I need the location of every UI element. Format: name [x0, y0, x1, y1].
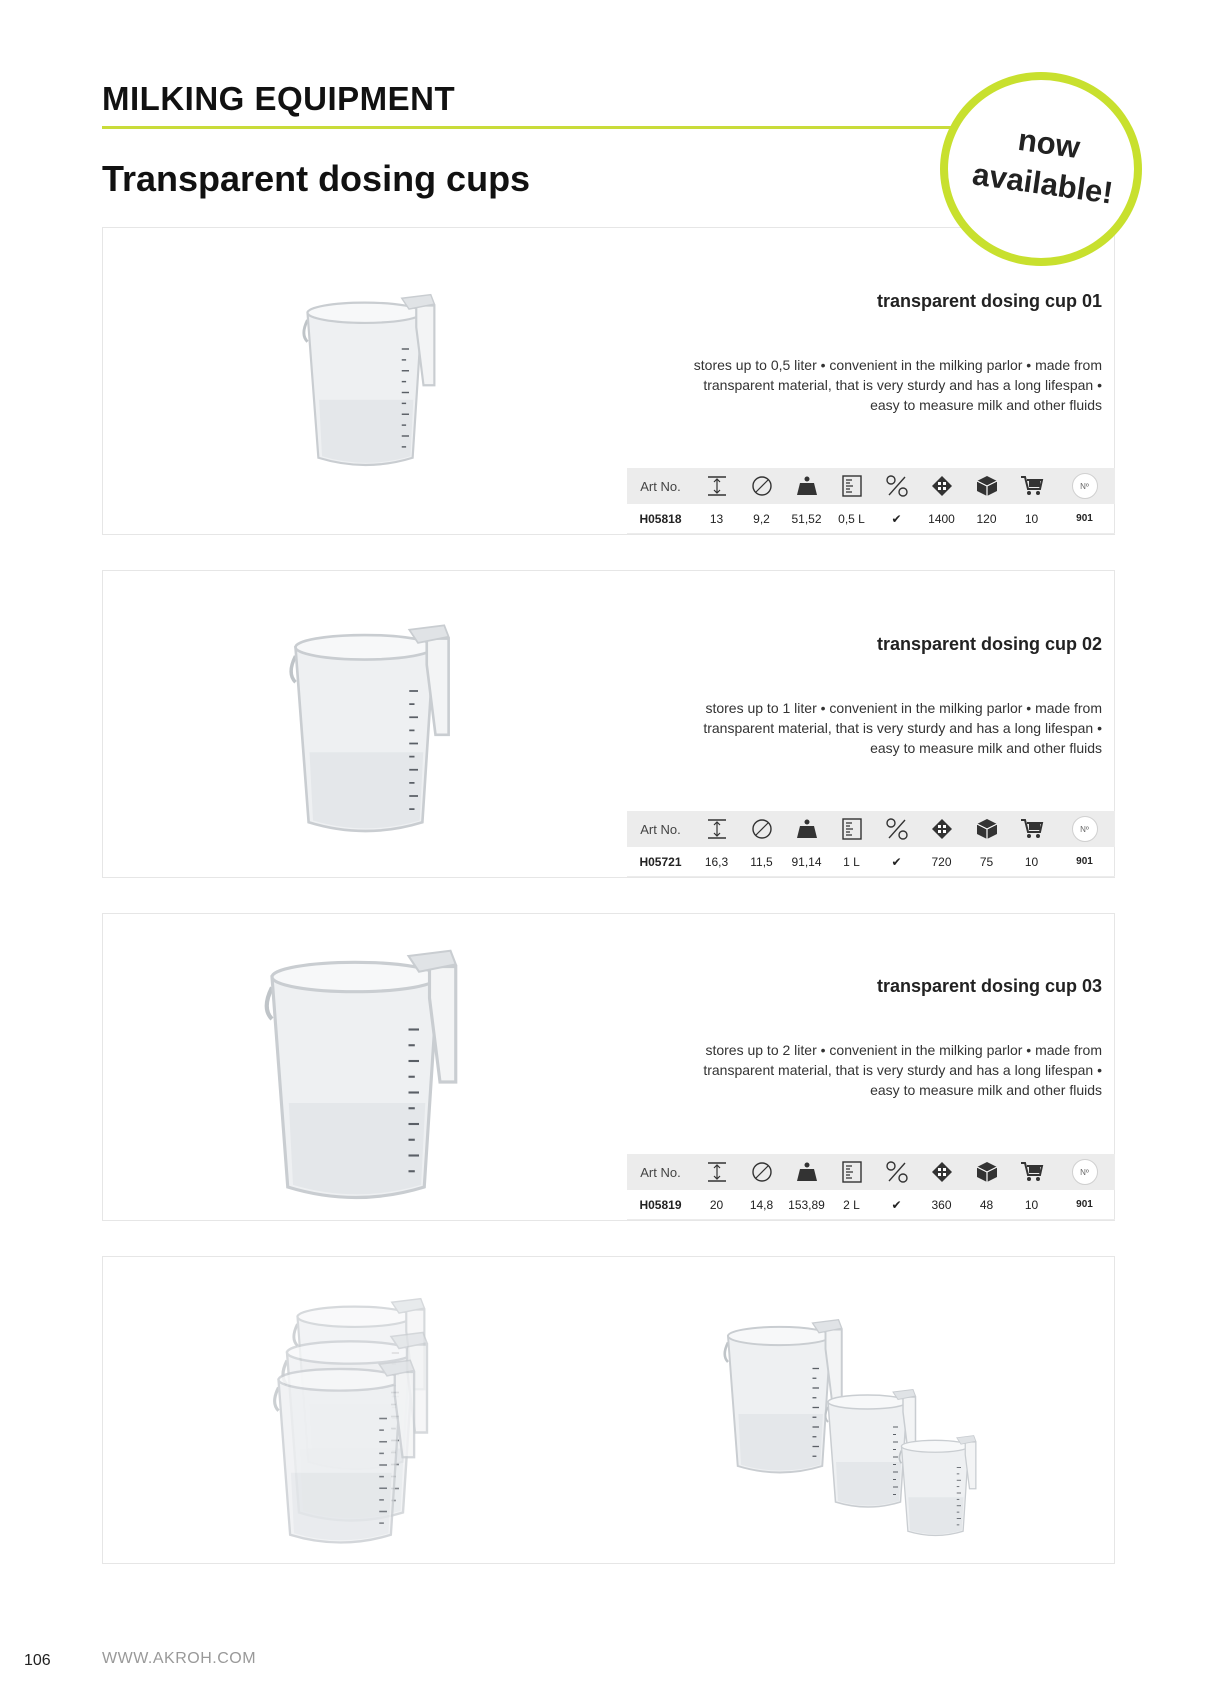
art-no-label: Art No.	[640, 478, 681, 494]
weight-icon	[795, 474, 819, 498]
percent-icon	[885, 474, 909, 498]
art-no: H05818	[639, 511, 682, 526]
art-no: H05819	[639, 1197, 682, 1212]
spec-diameter: 14,8	[749, 1197, 774, 1212]
box-icon	[975, 1160, 999, 1184]
height-icon	[705, 817, 729, 841]
spec-check: ✔	[891, 511, 902, 526]
height-icon	[705, 1160, 729, 1184]
spec-content: 0,5 L	[838, 511, 865, 526]
spec-check: ✔	[891, 1197, 902, 1212]
product-group-card	[102, 1256, 1115, 1564]
spec-number: 901	[1076, 1199, 1093, 1210]
cart-icon	[1020, 474, 1044, 498]
product-card-01	[102, 227, 1115, 535]
art-no-label: Art No.	[640, 821, 681, 837]
content-scale-icon	[840, 1160, 864, 1184]
product-name: transparent dosing cup 02	[876, 634, 1102, 654]
spec-cart: 10	[1024, 511, 1039, 526]
website-url: WWW.AKROH.COM	[102, 1650, 257, 1667]
spec-weight: 91,14	[791, 854, 822, 869]
content-scale-icon	[840, 817, 864, 841]
spec-table	[627, 468, 1115, 534]
cup-small-image	[893, 1427, 978, 1542]
art-no: H05721	[639, 854, 682, 869]
percent-icon	[885, 817, 909, 841]
spec-cart: 10	[1024, 1197, 1039, 1212]
product-card-02	[102, 570, 1115, 878]
stacked-cups-small-image	[263, 1347, 418, 1552]
spec-header-row	[627, 468, 1115, 504]
number-badge: Nº	[1072, 1159, 1098, 1185]
spec-content: 2 L	[843, 1197, 860, 1212]
cart-icon	[1020, 1160, 1044, 1184]
spec-pallet: 360	[931, 1197, 952, 1212]
spec-box: 75	[979, 854, 994, 869]
spec-header-row	[627, 811, 1115, 847]
spec-diameter: 9,2	[753, 511, 770, 526]
art-no-label: Art No.	[640, 1164, 681, 1180]
spec-diameter: 11,5	[750, 854, 773, 869]
content-scale-icon	[840, 474, 864, 498]
box-icon	[975, 474, 999, 498]
product-card-03	[102, 913, 1115, 1221]
pallet-icon	[930, 1160, 954, 1184]
spec-cart: 10	[1024, 854, 1039, 869]
title-rule	[102, 126, 952, 129]
height-icon	[705, 474, 729, 498]
product-description: stores up to 2 liter • convenient in the milking parlor • made from transparent material, that is very sturdy and has a long lifespan • easy to measure milk and other fluids	[703, 1042, 1102, 1098]
cart-icon	[1020, 817, 1044, 841]
diameter-icon	[750, 1160, 774, 1184]
percent-icon	[885, 1160, 909, 1184]
product-name: transparent dosing cup 01	[876, 291, 1102, 311]
weight-icon	[795, 817, 819, 841]
spec-data-row	[627, 1190, 1115, 1220]
product-name: transparent dosing cup 03	[876, 976, 1102, 996]
spec-weight: 153,89	[788, 1197, 825, 1212]
page-title: Transparent dosing cups	[102, 158, 531, 199]
spec-check: ✔	[891, 854, 902, 869]
spec-table	[627, 811, 1115, 877]
box-icon	[975, 817, 999, 841]
spec-height: 20	[709, 1197, 724, 1212]
cup-01-image	[293, 283, 438, 473]
spec-content: 1 L	[843, 854, 860, 869]
now-available-badge	[940, 72, 1142, 266]
cup-02-image	[278, 611, 453, 841]
pallet-icon	[930, 474, 954, 498]
spec-number: 901	[1076, 513, 1093, 524]
product-description: stores up to 1 liter • convenient in the milking parlor • made from transparent material, that is very sturdy and has a long lifespan • easy to measure milk and other fluids	[703, 700, 1102, 756]
spec-box: 120	[976, 511, 997, 526]
badge-text-now: now	[1015, 121, 1083, 166]
diameter-icon	[750, 474, 774, 498]
spec-table	[627, 1154, 1115, 1220]
spec-number: 901	[1076, 856, 1093, 867]
spec-height: 13	[709, 511, 724, 526]
number-badge: Nº	[1072, 816, 1098, 842]
spec-data-row	[627, 504, 1115, 534]
weight-icon	[795, 1160, 819, 1184]
spec-pallet: 720	[931, 854, 952, 869]
product-description: stores up to 0,5 liter • convenient in the milking parlor • made from transparent material, that is very sturdy and has a long lifespan • easy to measure milk and other fluids	[693, 357, 1102, 413]
cup-03-image	[251, 934, 461, 1209]
spec-height: 16,3	[704, 854, 729, 869]
spec-box: 48	[979, 1197, 994, 1212]
diameter-icon	[750, 817, 774, 841]
spec-pallet: 1400	[928, 511, 955, 526]
spec-weight: 51,52	[791, 511, 822, 526]
page-number: 106	[24, 1652, 51, 1669]
section-title: MILKING EQUIPMENT	[102, 80, 456, 117]
pallet-icon	[930, 817, 954, 841]
number-badge: Nº	[1072, 473, 1098, 499]
badge-text-available: available!	[970, 156, 1116, 211]
spec-header-row	[627, 1154, 1115, 1190]
spec-data-row	[627, 847, 1115, 877]
